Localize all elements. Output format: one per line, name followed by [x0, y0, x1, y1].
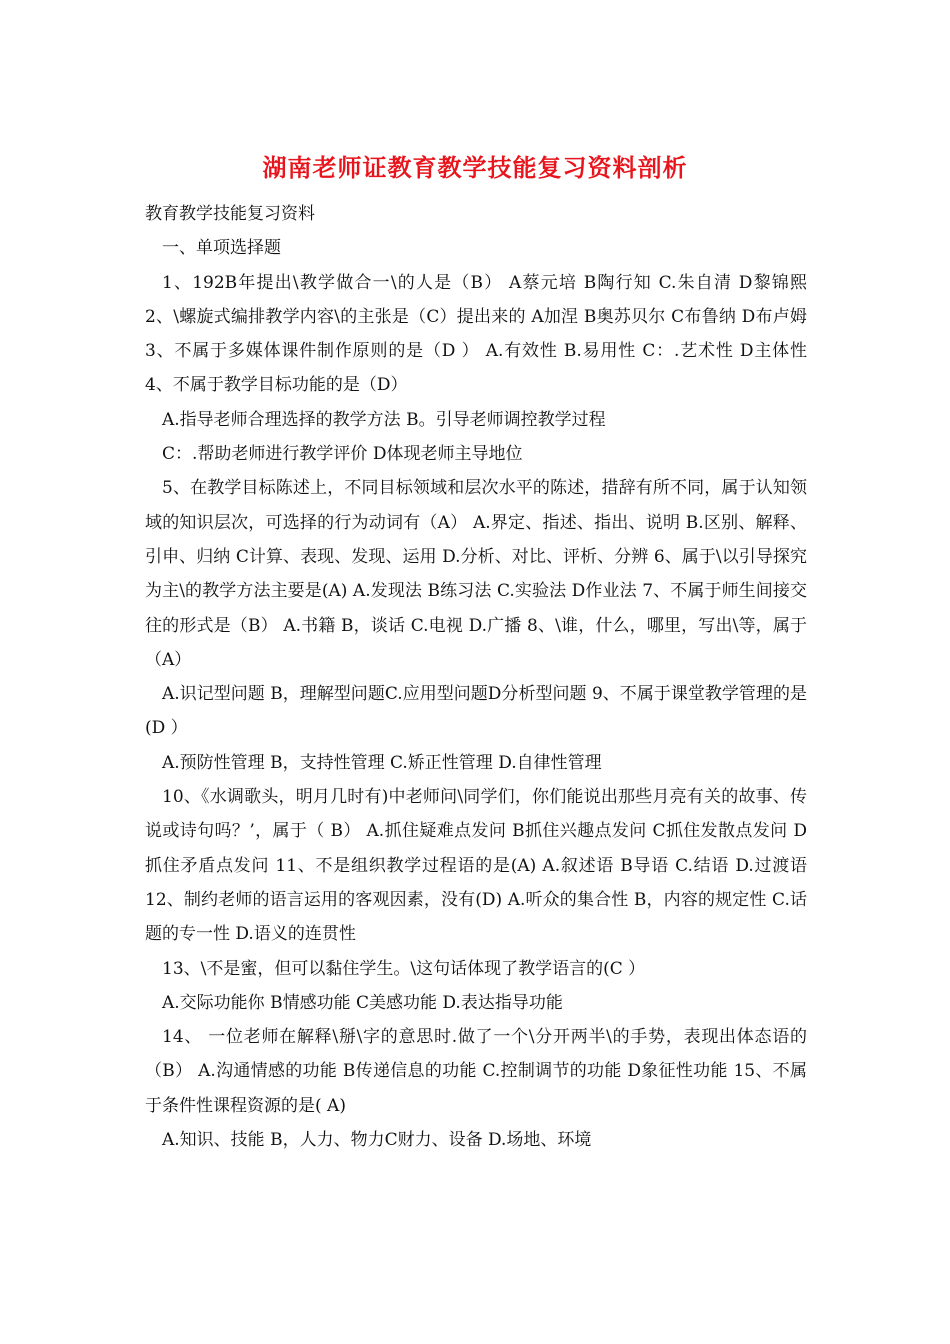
paragraph-1: 1、192B年提出\教学做合一\的人是（B） A蔡元培 B陶行知 C.朱自清 D黎锦熙 2、\螺旋式编排教学内容\的主张是（C）提出来的 A加涅 B奥苏贝尔 C布鲁纳 D布卢姆 3、不属于多媒体课件制作原则的是（D ） A.有效性 B.易用性 C：.艺术性 D主体性 4、不属于教学目标功能的是（D） — [145, 272, 807, 396]
section-heading: 一、单项选择题 — [162, 238, 281, 259]
paragraph-5: A.识记型问题 B，理解型问题C.应用型问题D分析型问题 9、不属于课堂教学管理的是(D ） — [145, 684, 807, 739]
paragraph-2: A.指导老师合理选择的教学方法 B。引导老师调控教学过程 — [162, 409, 606, 430]
document-subtitle: 教育教学技能复习资料 — [145, 204, 315, 224]
paragraph-11: A.知识、技能 B，人力、物力C财力、设备 D.场地、环境 — [162, 1130, 592, 1151]
paragraph-7: 10、《水调歌头，明月几时有)中老师问\同学们，你们能说出那些月亮有关的故事、传说或诗句吗？’，属于（ B） A.抓住疑难点发问 B抓住兴趣点发问 C抓住发散点发问 D抓住矛盾点发问 11、不是组织教学过程语的是(A) A.叙述语 B导语 C.结语 D.过渡语 12、制约老师的语言运用的客观因素，没有(D) A.听众的集合性 B，内容的规定性 C.话题的专一性 D.语义的连贯性 — [145, 787, 807, 945]
paragraph-8: 13、\不是蜜，但可以黏住学生。\这句话体现了教学语言的(C ） — [162, 958, 646, 979]
paragraph-9: A.交际功能你 B情感功能 C美感功能 D.表达指导功能 — [162, 992, 563, 1013]
document-body — [145, 197, 807, 1157]
document-title: 湖南老师证教育教学技能复习资料剖析 — [262, 153, 688, 182]
paragraph-6: A.预防性管理 B，支持性管理 C.矫正性管理 D.自律性管理 — [162, 752, 602, 773]
paragraph-10: 14、 一位老师在解释\掰\字的意思时.做了一个\分开两半\的手势，表现出体态语的（B） A.沟通情感的功能 B传递信息的功能 C.控制调节的功能 D象征性功能 15、不属于条件性课程资源的是( A) — [145, 1027, 807, 1116]
paragraph-4: 5、在教学目标陈述上，不同目标领域和层次水平的陈述，措辞有所不同，属于认知领域的知识层次，可选择的行为动词有（A） A.界定、指述、指出、说明 B.区别、解释、引申、归纳 C计算、表现、发现、运用 D.分析、对比、评析、分辨 6、属于\以引导探究为主\的教学方法主要是(A) A.发现法 B练习法 C.实验法 D作业法 7、不属于师生间接交往的形式是（B） A.书籍 B，谈话 C.电视 D.广播 8、\谁，什么，哪里，写出\等，属于（A） — [145, 478, 807, 670]
paragraph-3: C：.帮助老师进行教学评价 D体现老师主导地位 — [162, 444, 523, 465]
